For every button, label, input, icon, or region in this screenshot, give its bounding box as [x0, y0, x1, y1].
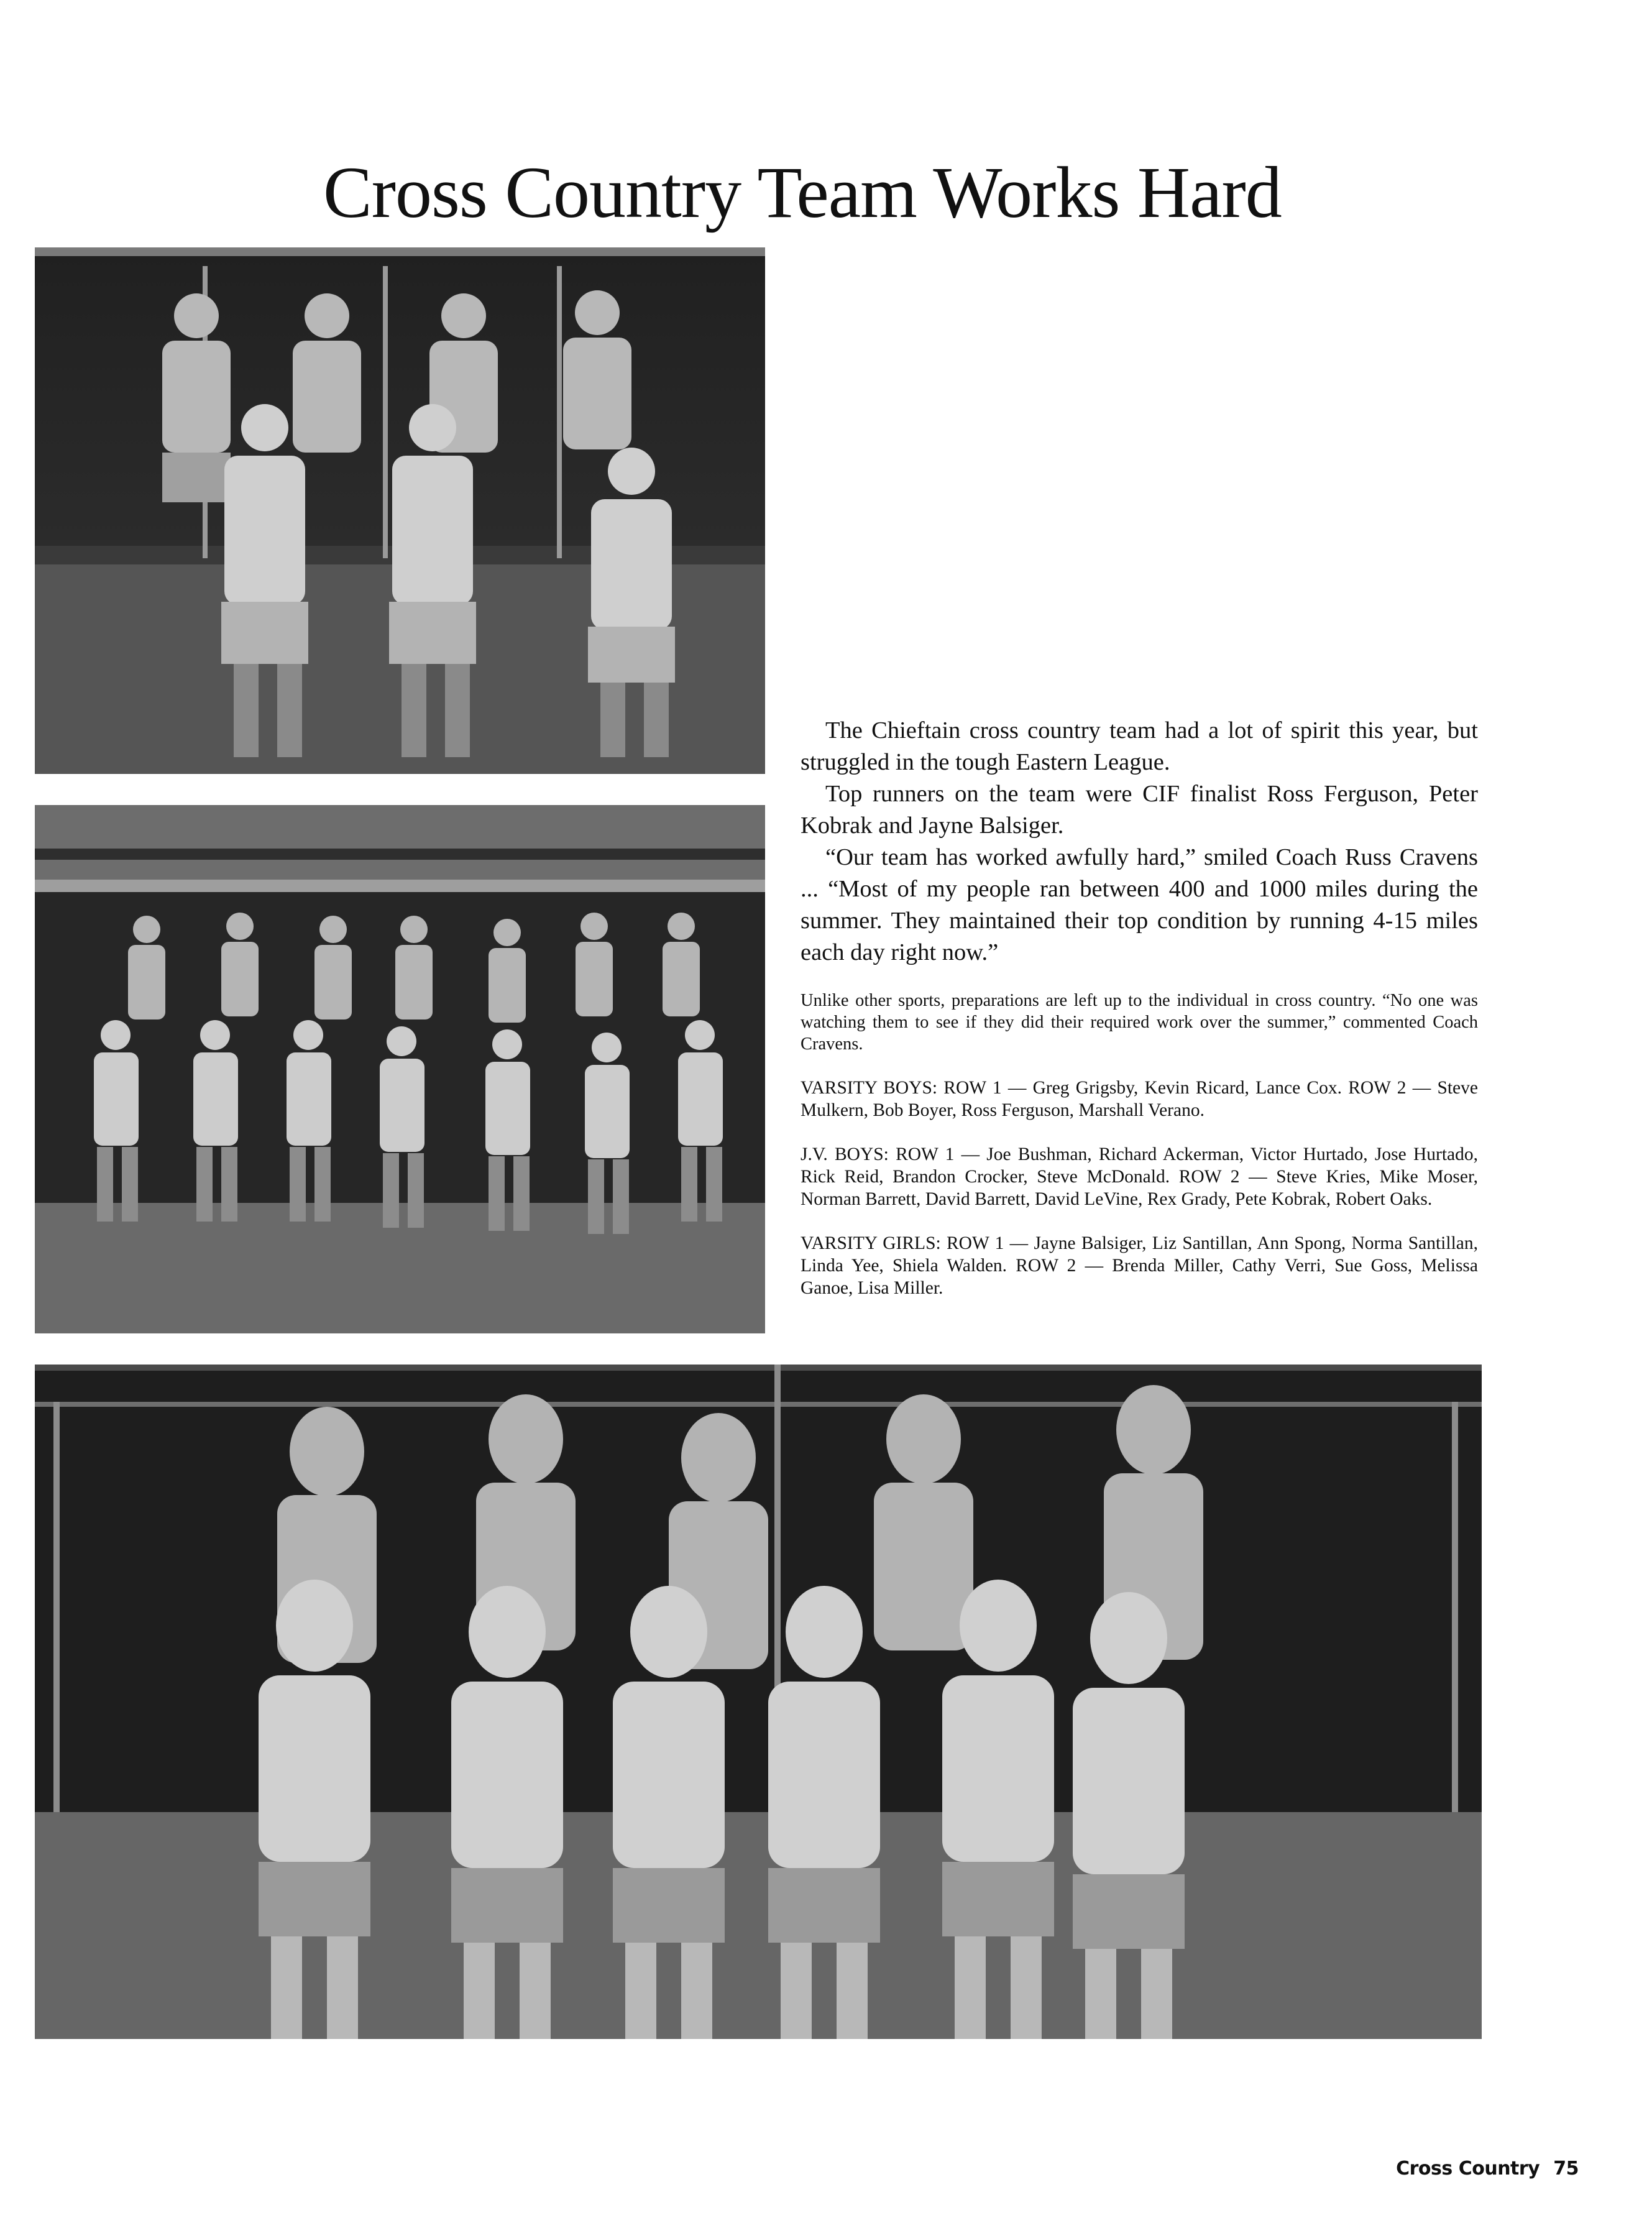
article-text	[801, 715, 1478, 1299]
varsity-girls-photo	[35, 1365, 1482, 2039]
page-number: 75	[1553, 2158, 1579, 2179]
body-paragraph: The Chieftain cross country team had a lot of spirit this year, but struggled in the tough Eastern League.	[801, 717, 1478, 775]
body-paragraph: “Our team has worked awfully hard,” smiled Coach Russ Cravens ... “Most of my people ran between 400 and 1000 miles during the summer. They maintained their top condition by running 4-15 miles each day right now.”	[801, 844, 1478, 965]
article-body	[801, 715, 1478, 969]
body-paragraph: Top runners on the team were CIF finalist Ross Ferguson, Peter Kobrak and Jayne Balsiger.	[801, 781, 1478, 839]
page-title: Cross Country Team Works Hard	[323, 152, 1282, 233]
caption-jv-boys: J.V. BOYS: ROW 1 — Joe Bushman, Richard Ackerman, Victor Hurtado, Jose Hurtado, Rick Reid, Brandon Crocker, Steve McDonald. ROW 2 — Steve Kries, Mike Moser, Norman Barrett, David Barrett, David LeVine, Rex Grady, Pete Kobrak, Robert Oaks.	[801, 1144, 1478, 1209]
footer-section: Cross Country	[1396, 2158, 1540, 2179]
caption-varsity-boys: VARSITY BOYS: ROW 1 — Greg Grigsby, Kevin Ricard, Lance Cox. ROW 2 — Steve Mulkern, Bob Boyer, Ross Ferguson, Marshall Verano.	[801, 1078, 1478, 1120]
coach-note: Unlike other sports, preparations are left up to the individual in cross country. “No one was watching them to see if they did their required work over the summer,” commented Coach Cravens.	[801, 991, 1478, 1054]
page-footer	[1396, 2158, 1579, 2179]
caption-varsity-girls: VARSITY GIRLS: ROW 1 — Jayne Balsiger, Liz Santillan, Ann Spong, Norma Santillan, Linda Yee, Shiela Walden. ROW 2 — Brenda Miller, Cathy Verri, Sue Goss, Melissa Ganoe, Lisa Miller.	[801, 1233, 1478, 1298]
jv-boys-photo	[35, 805, 765, 1333]
varsity-boys-photo	[35, 247, 765, 774]
